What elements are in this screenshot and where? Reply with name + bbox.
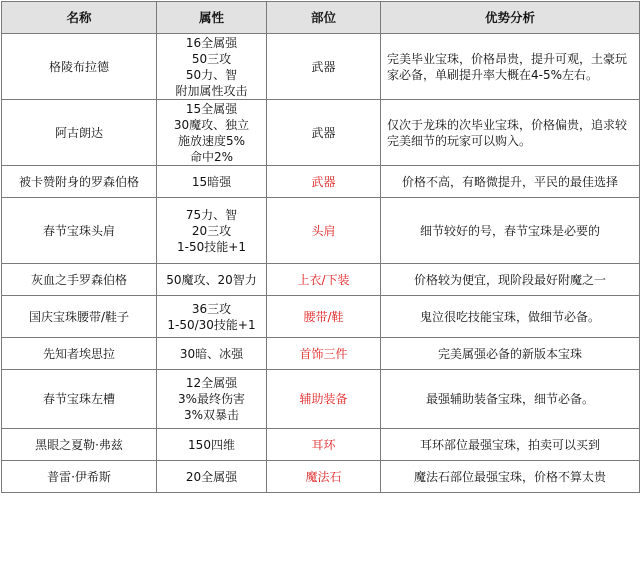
attribute-line: 75力、智 [185,207,238,222]
table-row [2,166,640,198]
cell-slot: 武器 [267,34,381,100]
table-row [2,100,640,166]
cell-analysis: 鬼泣很吃技能宝珠，做细节必备。 [381,296,640,338]
attribute-line: 30暗、冰强 [179,346,244,361]
cell-slot: 耳环 [267,429,381,461]
attribute-line: 150四维 [188,437,235,452]
attribute-line: 附加属性攻击 [175,83,248,98]
table-row [2,198,640,264]
table-row [2,370,640,429]
cell-attributes [157,198,267,264]
cell-name: 被卡赞附身的罗森伯格 [2,166,157,198]
attribute-line: 20三攻 [191,223,232,238]
attribute-line: 12全属强 [185,376,238,390]
cell-analysis: 细节较好的号，春节宝珠是必要的 [381,198,640,264]
cell-analysis: 完美属强必备的新版本宝珠 [381,338,640,370]
table-row [2,461,640,493]
cell-name: 黑眼之夏勒·弗兹 [2,429,157,461]
header-slot: 部位 [267,2,381,34]
table-row [2,338,640,370]
header-attributes: 属性 [157,2,267,34]
attribute-line: 15全属强 [185,101,238,116]
attribute-line: 1-50技能+1 [177,239,246,254]
attribute-line: 50三攻 [191,51,232,66]
attribute-line: 16全属强 [185,35,238,50]
cell-slot: 魔法石 [267,461,381,493]
cell-analysis: 价格较为便宜，现阶段最好附魔之一 [381,264,640,296]
cell-slot: 上衣/下装 [267,264,381,296]
cell-name: 春节宝珠左槽 [2,370,157,429]
cell-analysis: 完美毕业宝珠，价格昂贵，提升可观，土豪玩家必备，单刷提升率大概在4-5%左右。 [381,34,640,100]
cell-slot: 首饰三件 [267,338,381,370]
cell-name: 国庆宝珠腰带/鞋子 [2,296,157,338]
cell-slot: 头肩 [267,198,381,264]
bead-comparison-table [1,1,640,493]
cell-analysis: 耳环部位最强宝珠，拍卖可以买到 [381,429,640,461]
cell-name: 普雷·伊希斯 [2,461,157,493]
cell-attributes [157,429,267,461]
header-name: 名称 [2,2,157,34]
attribute-line: 1-50/30技能+1 [167,317,256,332]
cell-attributes [157,264,267,296]
cell-name: 春节宝珠头肩 [2,198,157,264]
table-row [2,296,640,338]
attribute-line: 50力、智 [185,67,238,82]
cell-attributes [157,34,267,100]
cell-slot: 武器 [267,166,381,198]
cell-slot: 腰带/鞋 [267,296,381,338]
attribute-line: 命中2% [189,149,234,164]
cell-attributes [157,338,267,370]
table-body [2,34,640,493]
header-row [2,2,640,34]
attribute-line: 3%双暴击 [183,408,240,422]
attribute-line: 施放速度5% [177,133,246,148]
table-row [2,34,640,100]
cell-analysis: 仅次于龙珠的次毕业宝珠，价格偏贵，追求较完美细节的玩家可以购入。 [381,100,640,166]
attribute-line: 3%最终伤害 [177,392,246,406]
cell-slot: 辅助装备 [267,370,381,429]
cell-analysis: 价格不高，有略微提升，平民的最佳选择 [381,166,640,198]
cell-attributes [157,370,267,429]
attribute-line: 30魔攻、独立 [173,117,250,132]
cell-analysis: 最强辅助装备宝珠，细节必备。 [381,370,640,429]
cell-attributes [157,166,267,198]
attribute-line: 20全属强 [185,469,238,484]
cell-attributes [157,296,267,338]
cell-name: 格陵布拉德 [2,34,157,100]
cell-name: 灰血之手罗森伯格 [2,264,157,296]
cell-name: 先知者埃思拉 [2,338,157,370]
attribute-line: 36三攻 [191,301,232,316]
table-row [2,429,640,461]
cell-attributes [157,461,267,493]
attribute-line: 15暗强 [191,174,232,189]
cell-name: 阿古朗达 [2,100,157,166]
cell-analysis: 魔法石部位最强宝珠，价格不算太贵 [381,461,640,493]
cell-slot: 武器 [267,100,381,166]
table-row [2,264,640,296]
attribute-line: 50魔攻、20智力 [166,272,257,287]
cell-attributes [157,100,267,166]
header-analysis: 优势分析 [381,2,640,34]
